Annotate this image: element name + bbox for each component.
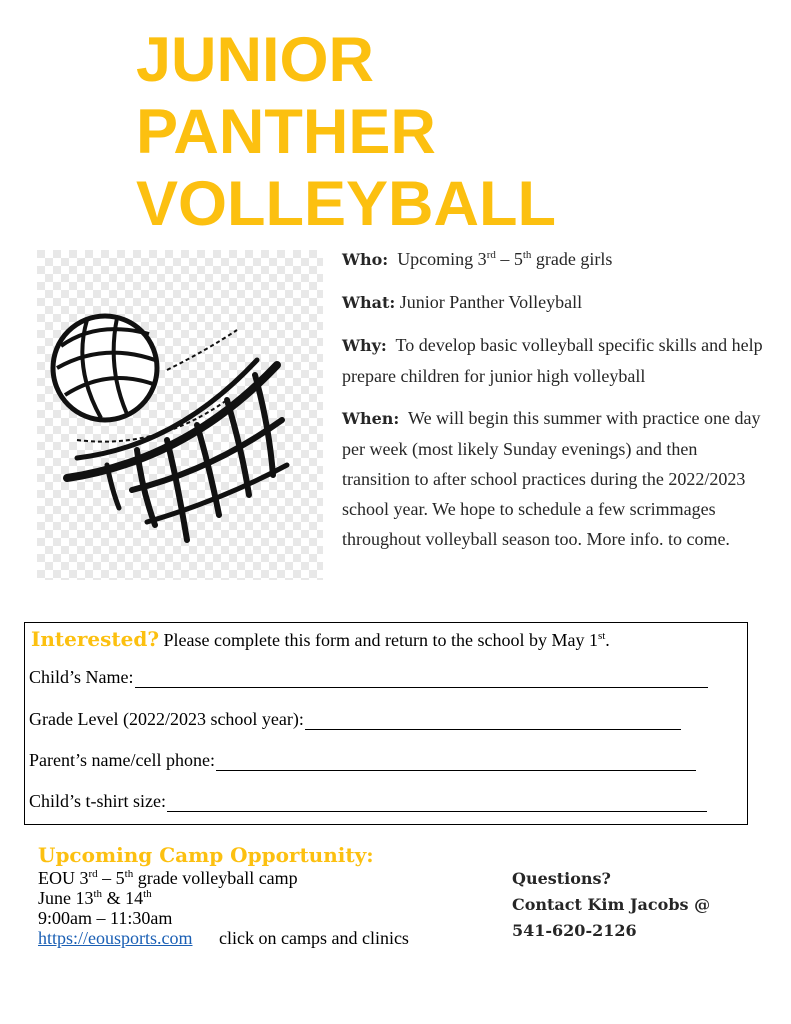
title-line-1: JUNIOR (136, 25, 375, 95)
when-label: When: (342, 409, 400, 428)
when-text: We will begin this summer with practice one day per week (most likely Sunday evenings) and then transition to after school practices during the 2022/2023 school year. We hope to schedule a few scrimmages throughout volleyball season too. More info. to come. (342, 408, 761, 549)
child-name-line[interactable] (135, 671, 708, 688)
title-line-3: VOLLEYBALL (136, 169, 556, 239)
title-line-2: PANTHER (136, 97, 436, 167)
grade-level-line[interactable] (305, 713, 681, 730)
contact-name: Contact Kim Jacobs @ (512, 895, 711, 914)
when-row (342, 403, 767, 554)
tshirt-size-field[interactable] (29, 791, 707, 812)
grade-level-label: Grade Level (2022/2023 school year): (29, 709, 304, 729)
who-row (342, 244, 767, 275)
volleyball-net-icon (37, 250, 323, 580)
contact-block (512, 866, 710, 944)
what-row (342, 287, 767, 318)
camp-link-note: click on camps and clinics (219, 928, 409, 948)
contact-phone: 541-620-2126 (512, 921, 637, 940)
camp-link[interactable]: https://eousports.com (38, 928, 193, 948)
interested-label: Interested? (31, 627, 160, 651)
what-label: What: (342, 293, 396, 312)
camp-title: Upcoming Camp Opportunity: (38, 843, 374, 867)
parent-phone-line[interactable] (216, 754, 696, 771)
flyer-title (136, 24, 556, 240)
camp-line-1: EOU 3rd – 5th grade volleyball camp (38, 868, 298, 888)
who-label: Who: (342, 250, 389, 269)
camp-link-row (38, 928, 409, 948)
child-name-field[interactable] (29, 667, 708, 688)
who-text: Upcoming 3rd – 5th grade girls (397, 249, 613, 269)
why-label: Why: (342, 336, 387, 355)
interest-form (24, 622, 748, 825)
program-info (342, 244, 767, 566)
grade-level-field[interactable] (29, 709, 681, 730)
tshirt-size-line[interactable] (167, 795, 707, 812)
camp-line-2: June 13th & 14th (38, 888, 152, 908)
form-instruction: Please complete this form and return to the school by May 1st. (163, 630, 610, 650)
why-row (342, 330, 767, 391)
why-text: To develop basic volleyball specific skills and help prepare children for junior high volleyball (342, 335, 763, 386)
child-name-label: Child’s Name: (29, 667, 134, 687)
contact-questions: Questions? (512, 869, 611, 888)
parent-phone-label: Parent’s name/cell phone: (29, 750, 215, 770)
camp-line-3: 9:00am – 11:30am (38, 908, 173, 928)
parent-phone-field[interactable] (29, 750, 696, 771)
form-heading (31, 627, 610, 651)
tshirt-size-label: Child’s t-shirt size: (29, 791, 166, 811)
camp-section (38, 842, 409, 948)
what-text: Junior Panther Volleyball (399, 292, 583, 312)
